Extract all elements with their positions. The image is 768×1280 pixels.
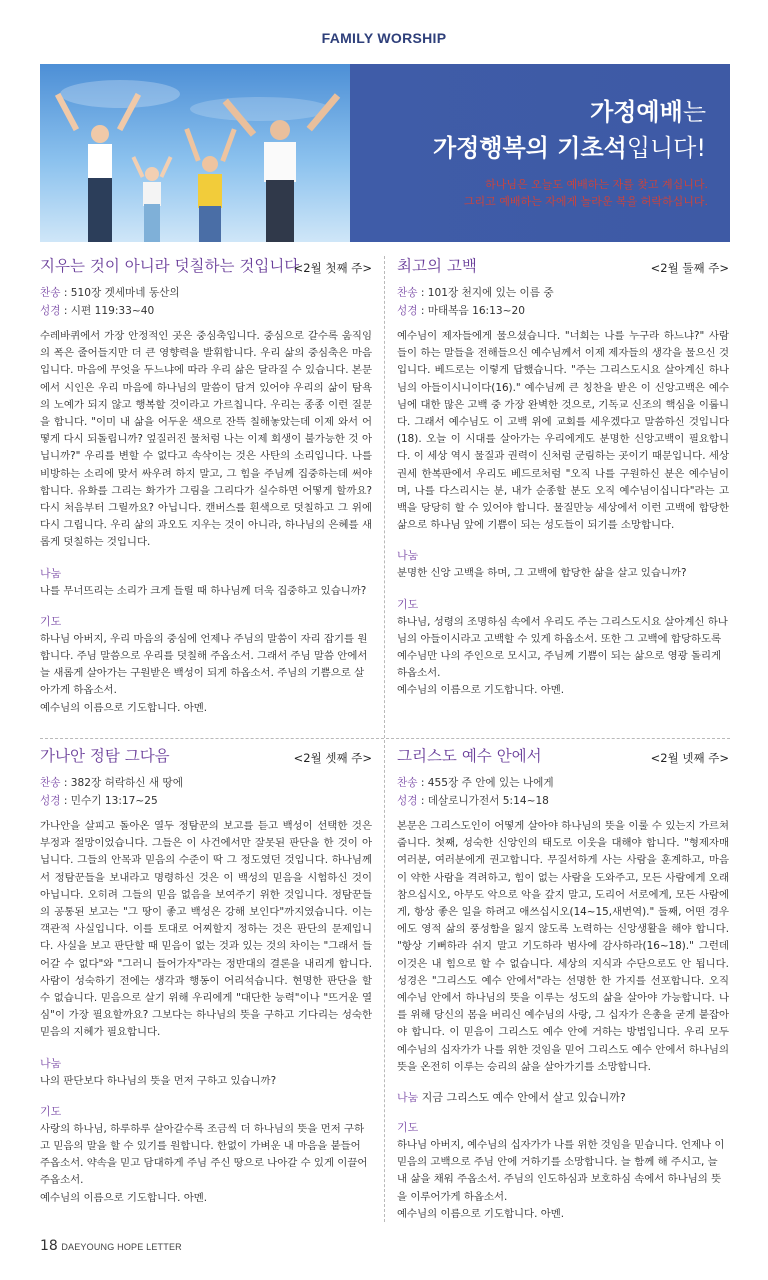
section-title: 그리스도 예수 안에서 bbox=[397, 747, 542, 765]
week-label: <2월 둘째 주> bbox=[650, 261, 729, 275]
week-label: <2월 셋째 주> bbox=[293, 751, 372, 765]
scripture-line: 성경 : 시편 119:33~40 bbox=[40, 305, 155, 317]
hero-banner bbox=[40, 64, 730, 242]
prayer-closing: 예수님의 이름으로 기도합니다. 아멘. bbox=[397, 1207, 565, 1220]
section-title: 가나안 정탐 그다음 bbox=[40, 747, 170, 765]
hymn-line: 찬송 : 510장 겟세마네 동산의 bbox=[40, 287, 180, 299]
hero-title-panel bbox=[350, 64, 730, 242]
page-number: 18 bbox=[40, 1238, 58, 1254]
hero-subtitle-line1: 하나님은 오늘도 예배하는 자를 찾고 계십니다. bbox=[485, 178, 708, 191]
prayer-heading: 기도 bbox=[397, 597, 419, 611]
hero-title-line1: 가정예배는 bbox=[590, 98, 706, 126]
prayer-closing: 예수님의 이름으로 기도합니다. 아멘. bbox=[40, 1191, 208, 1204]
share-line: 나눔 지금 그리스도 예수 안에서 살고 있습니까? bbox=[397, 1091, 626, 1105]
share-text: 나를 무너뜨리는 소리가 크게 들릴 때 하나님께 더욱 집중하고 있습니까? bbox=[40, 584, 367, 597]
page-header: FAMILY WORSHIP bbox=[321, 30, 447, 46]
section-title: 최고의 고백 bbox=[397, 257, 477, 275]
prayer-text: 하나님 아버지, 예수님의 십자가가 나를 위한 것임을 믿습니다. 언제나 이 믿음의 고백으로 주님 안에 거하기를 소망합니다. 늘 함께 해 주시고, 늘 내 삶을 채워 주옵소서. 주님의 인도하심과 보호하심 속에서 하나님의 뜻을 이루어가게 하옵소서. bbox=[397, 1139, 725, 1203]
sermon-body: 가나안을 살피고 돌아온 열두 정탐꾼의 보고를 듣고 백성이 선택한 것은 부정과 절망이었습니다. 그들은 이 사건에서만 잘못된 판단을 한 것이 아닙니다. 그들의 안목과 믿음의 수준이 딱 그 정도였던 것입니다. 하나님께서 정탐꾼들을 보내라고 명령하신 것은 이 백성의 믿음을 시험하신 것이 아닙니다. 오히려 그들의 믿음 없음을 보여주기 위한 것입니다. 정탐꾼들의 공통된 보고는 "그 땅이 좋고 백성은 강해 보인다"까지였습니다. 이는 객관적 사실입니다. 이를 토대로 어찌할지 정하는 것은 판단의 문제입니다. 사실을 보고 판단할 때 믿음이 없는 것과 있는 것의 차이는 "그래서 들어갈 수 없다"와 "그러니 들어가자"라는 정반대의 결론을 내리게 합니다. 사람이 성숙하기 전에는 생각과 행동이 어리석습니다. 현명한 판단을 할 수 없습니다. 믿음으로 살기 위해 우리에게 "대단한 능력"이나 "뜨거운 열심"이 가장 필요할까요? 그보다는 하나님의 뜻을 구하고 기다리는 성숙한 믿음의 지혜가 필요합니다. bbox=[40, 820, 372, 1039]
hymn-line: 찬송 : 382장 허락하신 새 땅에 bbox=[40, 777, 183, 789]
prayer-heading: 기도 bbox=[40, 614, 62, 628]
hymn-line: 찬송 : 101장 천지에 있는 이름 중 bbox=[397, 287, 554, 299]
sermon-body: 수레바퀴에서 가장 안정적인 곳은 중심축입니다. 중심으로 갈수록 움직임의 폭은 줄어들지만 더 큰 영향력을 발휘합니다. 우리 삶의 중심축은 마음입니다. 마음에 무엇을 두느냐에 따라 우리 삶은 달라질 수 있습니다. 본문에서 시인은 우리 마음에 하나님의 말씀이 담겨 있어야 우리의 삶이 탐욕의 노예가 되지 않고 행복할 것이라고 가르칩니다. 우리는 종종 이런 질문을 합니다. "이미 내 삶을 어두운 색으로 잔뜩 칠해놓았는데 이제 와서 어떻게 다시 되돌립니까? 엎질러진 물처럼 나는 이제 회생이 불가능한 것 아닙니까?" 우리를 변할 수 없다고 속삭이는 것은 사탄의 소리입니다. 나를 비방하는 소리에 맞서 싸우려 하지 말고, 그 힘을 주님께 집중하는데 써야 합니다. 유화를 그리는 화가가 그림을 그리다가 실수하면 어떻게 할까요? 다시 처음부터 그릴까요? 아닙니다. 캔버스를 흰색으로 덧칠하고 그 위에 다시 그립니다. 우리 삶의 과오도 지우는 것이 아니라, 하나님의 은혜를 새롭게 덧칠하는 것입니다. bbox=[40, 330, 372, 549]
hero-title-line2: 가정행복의 기초석입니다! bbox=[432, 134, 706, 162]
prayer-closing: 예수님의 이름으로 기도합니다. 아멘. bbox=[40, 701, 208, 714]
prayer-text: 하나님 아버지, 우리 마음의 중심에 언제나 주님의 말씀이 자리 잡기를 원합니다. 주님 말씀으로 우리를 덧칠해 주옵소서. 그래서 주님 말씀 안에서 늘 새롭게 살아가는 구원받은 백성이 되게 하옵소서. 주님의 기쁨으로 살아가게 하옵소서. bbox=[40, 632, 368, 697]
week3-section bbox=[40, 748, 372, 1207]
share-heading: 나눔 bbox=[40, 1056, 62, 1070]
sermon-body: 본문은 그리스도인이 어떻게 살아야 하나님의 뜻을 이룰 수 있는지 가르쳐줍니다. 첫째, 성숙한 신앙인의 태도로 이웃을 대해야 합니다. "형제자매 여러분, 여러분에게 권고합니다. 무질서하게 사는 사람을 훈계하고, 마음이 약한 사람을 격려하고, 힘이 없는 사람을 도와주고, 모든 사람에게 오래 참으십시오, 아무도 악으로 악을 갚지 말고, 도리어 서로에게, 모든 사람에게, 항상 좋은 일을 하려고 애쓰십시오(14~15,새번역)." 둘째, 어떤 경우에도 영적 삶의 풍성함을 잃지 않도록 노력하는 신앙생활을 해야 합니다. "항상 기뻐하라 쉬지 말고 기도하라 범사에 감사하라(16~18)." 그런데 이것은 내 힘으로 할 수 없습니다. 세상의 지식과 수단으로도 안 됩니다. 성경은 "그리스도 예수 안에서"라는 선명한 한 가지를 선포합니다. 오직 예수님 안에서 하나님의 뜻을 이루는 성도의 삶을 살아야 가능합니다. 나를 위해 당신의 몸을 버리신 예수님의 사랑, 그 십자가 은총을 굳게 붙잡아야 합니다. 이 믿음이 그리스도 예수 안에 거하는 방법입니다. 우리 모두 예수님의 십자가가 나를 위한 것임을 믿어 그리스도 예수 안에서 하나님의 뜻을 온전히 이루는 승리의 삶을 살아가기를 소망합니다. bbox=[397, 820, 729, 1073]
page-footer bbox=[40, 1238, 182, 1254]
family-photo bbox=[40, 64, 350, 242]
prayer-closing: 예수님의 이름으로 기도합니다. 아멘. bbox=[397, 684, 565, 697]
share-heading: 나눔 bbox=[397, 549, 419, 563]
hero-subtitle-line2: 그리고 예배하는 자에게 놀라운 복을 허락하십니다. bbox=[463, 195, 708, 208]
share-heading: 나눔 bbox=[40, 566, 62, 580]
share-text: 분명한 신앙 고백을 하며, 그 고백에 합당한 삶을 살고 있습니까? bbox=[397, 567, 687, 580]
prayer-text: 하나님, 성령의 조명하심 속에서 우리도 주는 그리스도시요 살아계신 하나님의 아들이시라고 고백할 수 있게 하옵소서. 또한 그 고백에 합당하도록 예수님만 나의 주인으로 모시고, 주님께 기쁨이 되는 삶으로 영광 돌리게 하옵소서. bbox=[397, 615, 728, 680]
publication-name: DAEYOUNG HOPE LETTER bbox=[61, 1242, 182, 1252]
prayer-heading: 기도 bbox=[40, 1104, 62, 1118]
week-label: <2월 첫째 주> bbox=[293, 261, 372, 275]
week4-section bbox=[397, 748, 729, 1223]
column-divider bbox=[384, 256, 385, 1222]
row-divider bbox=[40, 738, 730, 739]
week2-section bbox=[397, 258, 729, 700]
share-text: 나의 판단보다 하나님의 뜻을 먼저 구하고 있습니까? bbox=[40, 1074, 277, 1087]
week1-section bbox=[40, 258, 372, 717]
prayer-heading: 기도 bbox=[397, 1121, 419, 1135]
hero-subtitle bbox=[464, 176, 708, 210]
scripture-line: 성경 : 민수기 13:17~25 bbox=[40, 795, 158, 807]
scripture-line: 성경 : 데살로니가전서 5:14~18 bbox=[397, 795, 549, 807]
hymn-line: 찬송 : 455장 주 안에 있는 나에게 bbox=[397, 777, 554, 789]
week-label: <2월 넷째 주> bbox=[650, 751, 729, 765]
prayer-text: 사랑의 하나님, 하루하루 살아갈수록 조금씩 더 하나님의 뜻을 먼저 구하고 믿음의 말을 할 수 있기를 원합니다. 한없이 가벼운 내 마음을 붙들어 주옵소서. 약속을 믿고 담대하게 주님 주신 땅으로 나아갈 수 있게 이끌어 주옵소서. bbox=[40, 1122, 368, 1187]
sermon-body: 예수님이 제자들에게 물으셨습니다. "너희는 나를 누구라 하느냐?" 사람들이 하는 말들을 전해들으신 예수님께서 이제 제자들의 생각을 물으신 것입니다. 베드로는 이렇게 답했습니다. "주는 그리스도시요 살아계신 하나님의 아들이시니이다(16)." 예수님께 큰 칭찬을 받은 이 신앙고백은 예수님에 대한 많은 고백 중 가장 완벽한 것으로, 기독교 신조의 핵심을 이룹니다. 그래서 예수님도 이 고백 위에 교회를 세우겠다고 말씀하신 것입니다(18). 오늘 이 시대를 살아가는 우리에게도 분명한 신앙고백이 필요합니다. 이 세상 역시 물질과 권력이 신처럼 군림하는 곳이기 때문입니다. 세상 권세 한복판에서 우리도 베드로처럼 "오직 나를 구원하신 분은 예수님이며, 나를 다스리시는 분, 내가 순종할 분도 오직 예수님이십니다"라는 고백을 당당히 할 수 있어야 합니다. 물질만능 세상에서 이런 고백에 합당한 삶으로 하나님 앞에 기쁨이 되는 성도들이 되기를 소망합니다. bbox=[397, 330, 729, 532]
scripture-line: 성경 : 마태복음 16:13~20 bbox=[397, 305, 525, 317]
section-title: 지우는 것이 아니라 덧칠하는 것입니다 bbox=[40, 257, 300, 275]
